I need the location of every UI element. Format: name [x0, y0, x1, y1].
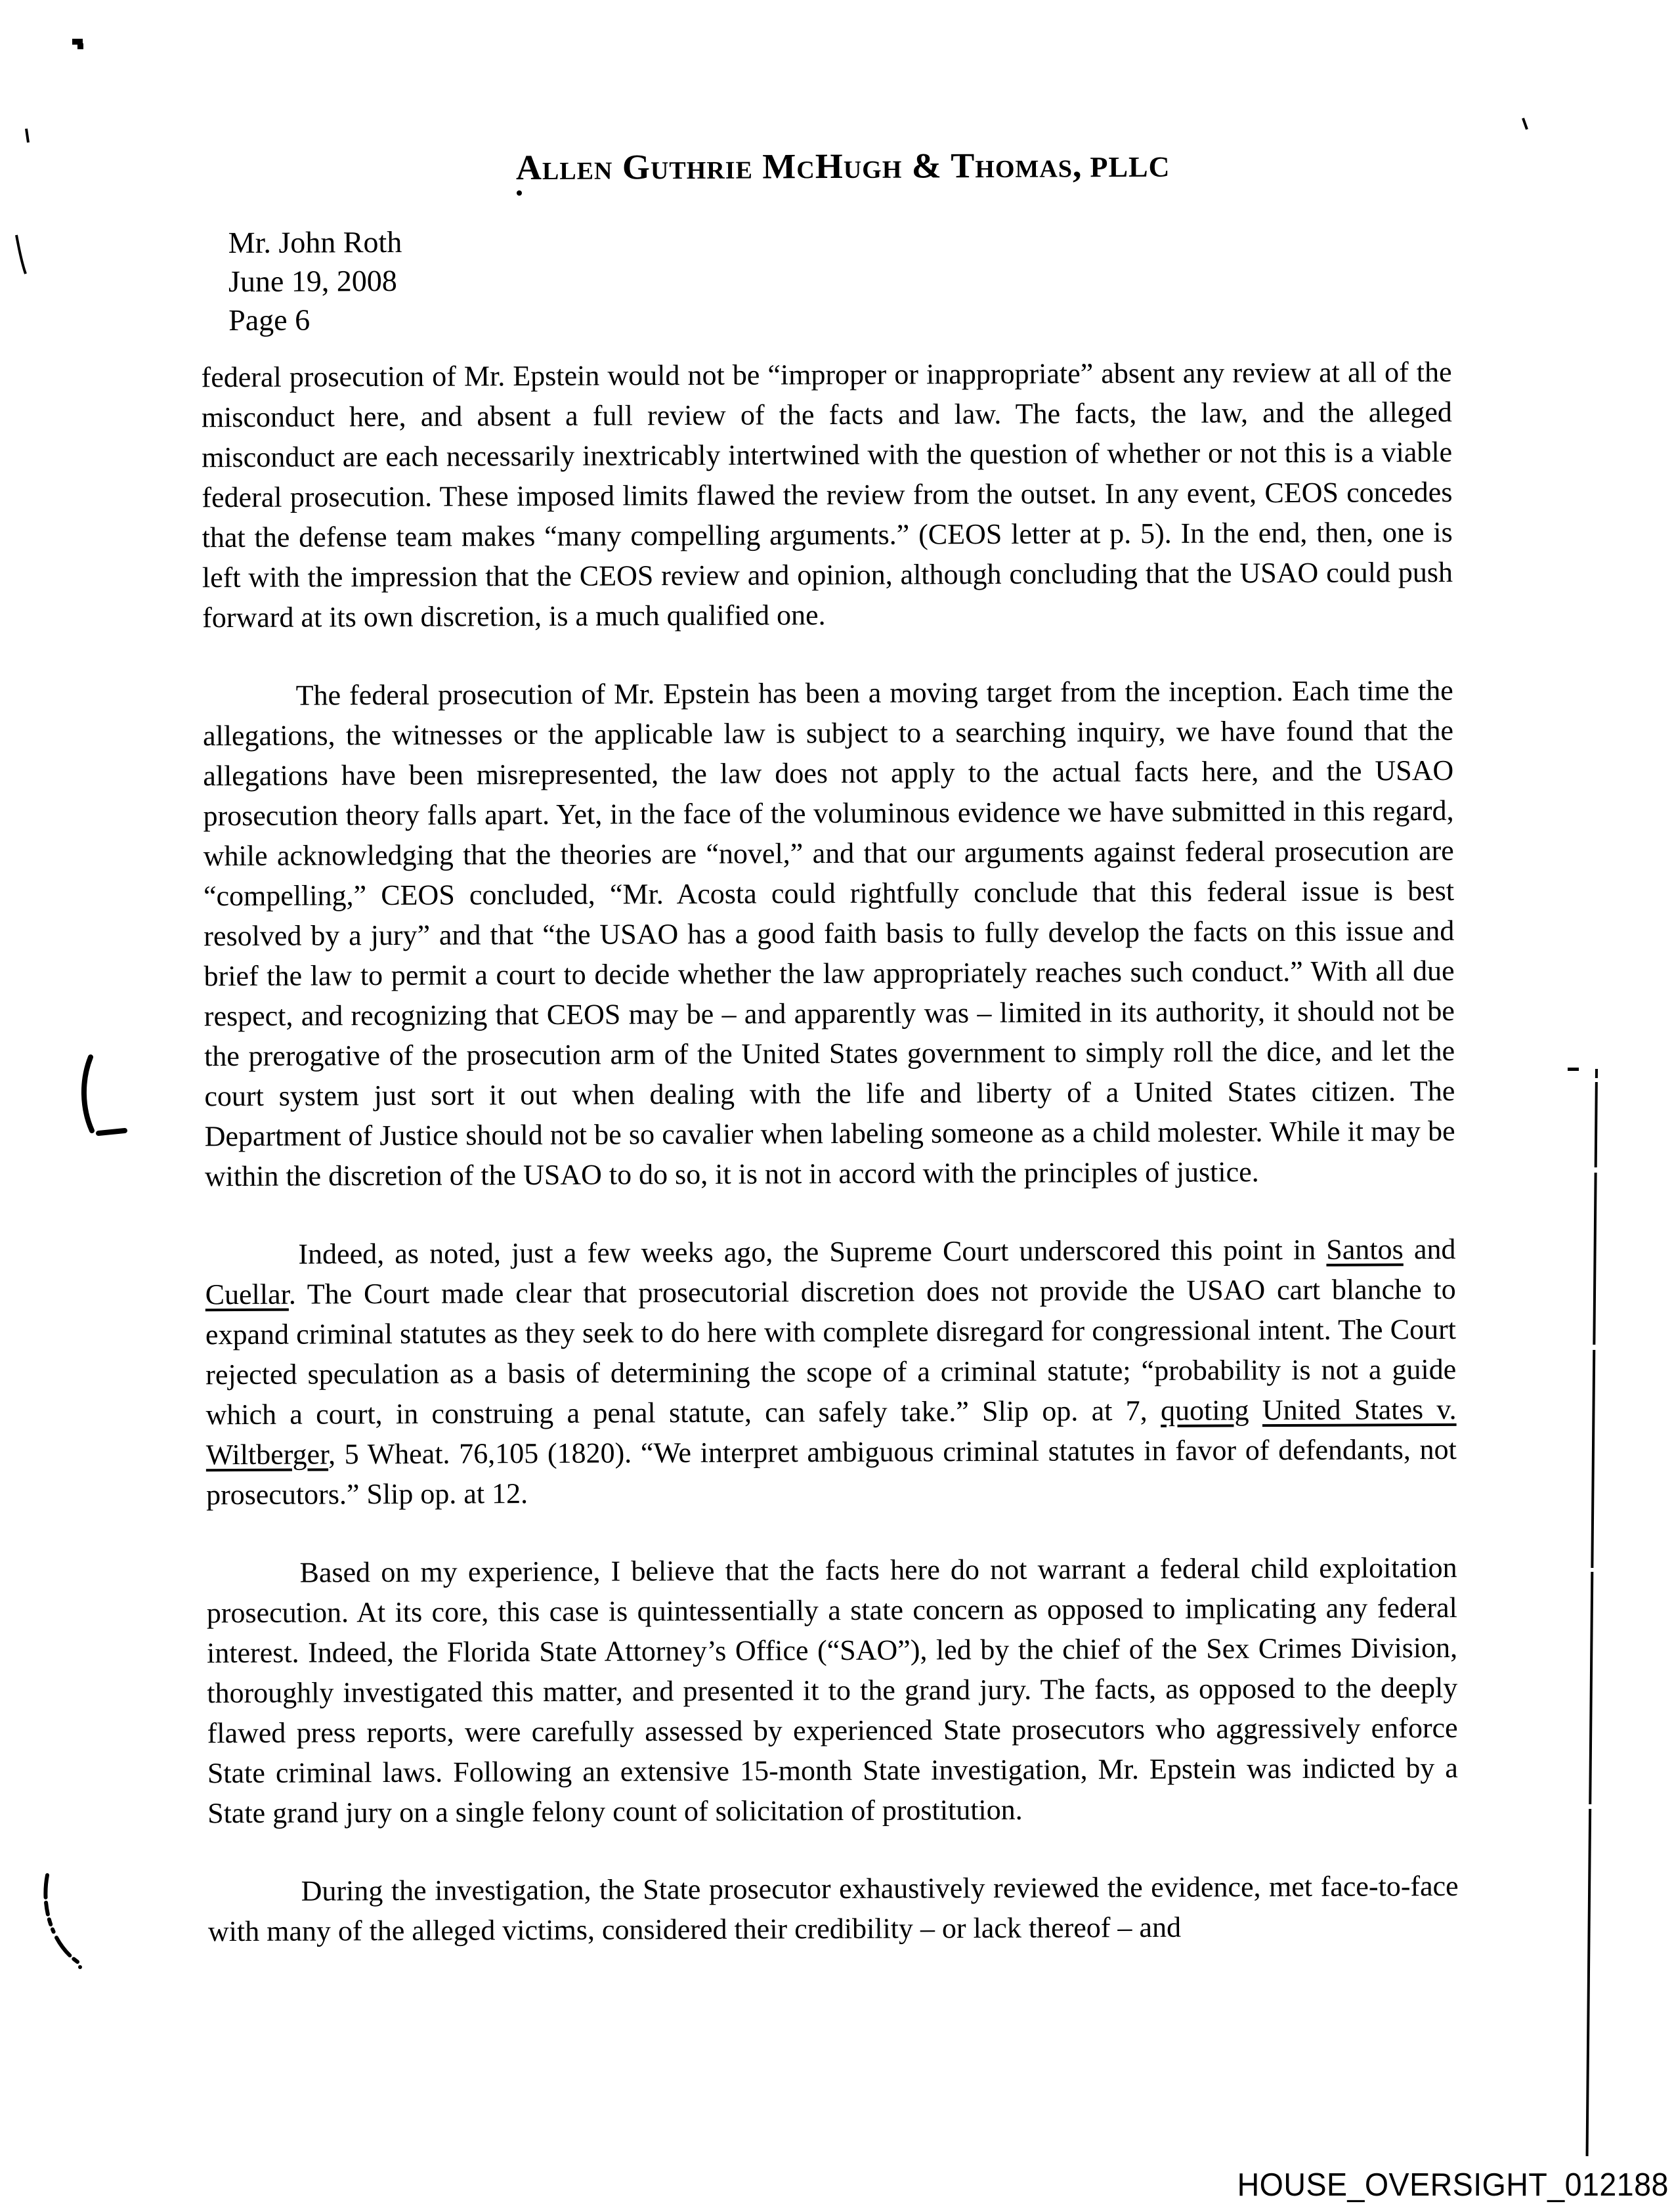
firm-name-suffix: PLLC	[1082, 150, 1170, 184]
text-segment: and	[1403, 1232, 1456, 1266]
scan-tick	[16, 235, 26, 274]
underlined-citation: Santos	[1326, 1233, 1404, 1266]
page-number: Page 6	[228, 303, 311, 337]
firm-name-main: Allen Guthrie McHugh & Thomas,	[515, 145, 1083, 188]
scan-dot	[78, 1965, 82, 1969]
text-segment: Based on my experience, I believe that the facts here do not warrant a federal child exploitation prosecution. At its core, this case is quintessentially a state concern as opposed to implicating any federal interest. Indeed, the Florida State Attorney’s Office (“SAO”), led by the chief of the Sex Crimes Division, thoroughly investigated this matter, and presented it to the grand jury. The facts, as opposed to the deeply flawed press reports, were carefully assessed by experienced State prosecutors who aggressively enforce State criminal laws. Following an extensive 15-month State investigation, Mr. Epstein was indicted by a State grand jury on a single felony count of solicitation of prostitution.	[206, 1551, 1458, 1830]
scan-crescent-artifact	[84, 1057, 125, 1133]
underlined-citation: quoting	[1160, 1394, 1249, 1427]
underlined-citation: Cuellar	[205, 1278, 289, 1311]
scan-crescent-artifact	[45, 1875, 77, 1962]
scan-speck	[77, 43, 83, 49]
text-segment: , 5 Wheat. 76,105 (1820). “We interpret ambiguous criminal statutes in favor of defendants, not prosecutors.” Slip op. at 12.	[205, 1433, 1457, 1511]
scan-tick	[26, 129, 28, 142]
recipient-name: Mr. John Roth	[228, 225, 402, 260]
text-segment: . The Court made clear that prosecutorial discretion does not provide the USAO cart blanche to expand criminal statutes as they seek to do here with complete disregard for congressional intent. The Court rejected speculation as a basis of determining the scope of a criminal statute; “probability is not a guide which a court, in construing a penal statute, can safely take.” Slip op. at 7,	[205, 1272, 1457, 1431]
scan-dash	[1568, 1068, 1579, 1071]
scan-dot	[517, 190, 522, 196]
text-segment: The federal prosecution of Mr. Epstein has been a moving target from the inception. Each time the allegations, the witnesses or the applicable law is subject to a searching inquiry, we have found that the allegations have been misrepresented, the law does not apply to the actual facts here, and the USAO prosecution theory falls apart. Yet, in the face of the voluminous evidence we have submitted in this regard, while acknowledging that the theories are “novel,” and that our arguments against federal prosecution are “compelling,” CEOS concluded, “Mr. Acosta could rightfully conclude that this federal issue is best resolved by a jury” and that “the USAO has a good faith basis to fully develop the facts on this issue and brief the law to permit a court to decide whether the law appropriately reaches such conduct.” With all due respect, and recognizing that CEOS may be – and apparently was – limited in its authority, it should not be the prerogative of the prosecution arm of the United States government to simply roll the dice, and let the court system just sort it out when dealing with the life and liberty of a United States citizen. The Department of Justice should not be so cavalier when labeling someone as a child molester. While it may be within the discretion of the USAO to do so, it is not in accord with the principles of justice.	[202, 674, 1455, 1193]
bates-number: HOUSE_OVERSIGHT_012188	[1237, 2167, 1669, 2203]
text-segment: Indeed, as noted, just a few weeks ago, the Supreme Court underscored this point in	[298, 1233, 1327, 1270]
underlined-citation: United States v. Wiltberger	[205, 1393, 1457, 1471]
text-segment: During the investigation, the State prosecutor exhaustively reviewed the evidence, met face-to-face with many of the alleged victims, considered their credibility – or lack thereof – and	[207, 1869, 1459, 1948]
scan-tick	[1523, 118, 1527, 129]
letter-date: June 19, 2008	[228, 263, 397, 299]
text-segment: federal prosecution of Mr. Epstein would not be “improper or inappropriate” absent any review at all of the misconduct here, and absent a full review of the facts and law. The facts, the law, and the alleged misconduct are each necessarily inextricably intertwined with the question of whether or not this is a viable federal prosecution. These imposed limits flawed the review from the outset. In any event, CEOS concedes that the defense team makes “many compelling arguments.” (CEOS letter at p. 5). In the end, then, one is left with the impression that the CEOS review and opinion, although concluding that the USAO could push forward at its own discretion, is a much qualified one.	[201, 355, 1453, 634]
